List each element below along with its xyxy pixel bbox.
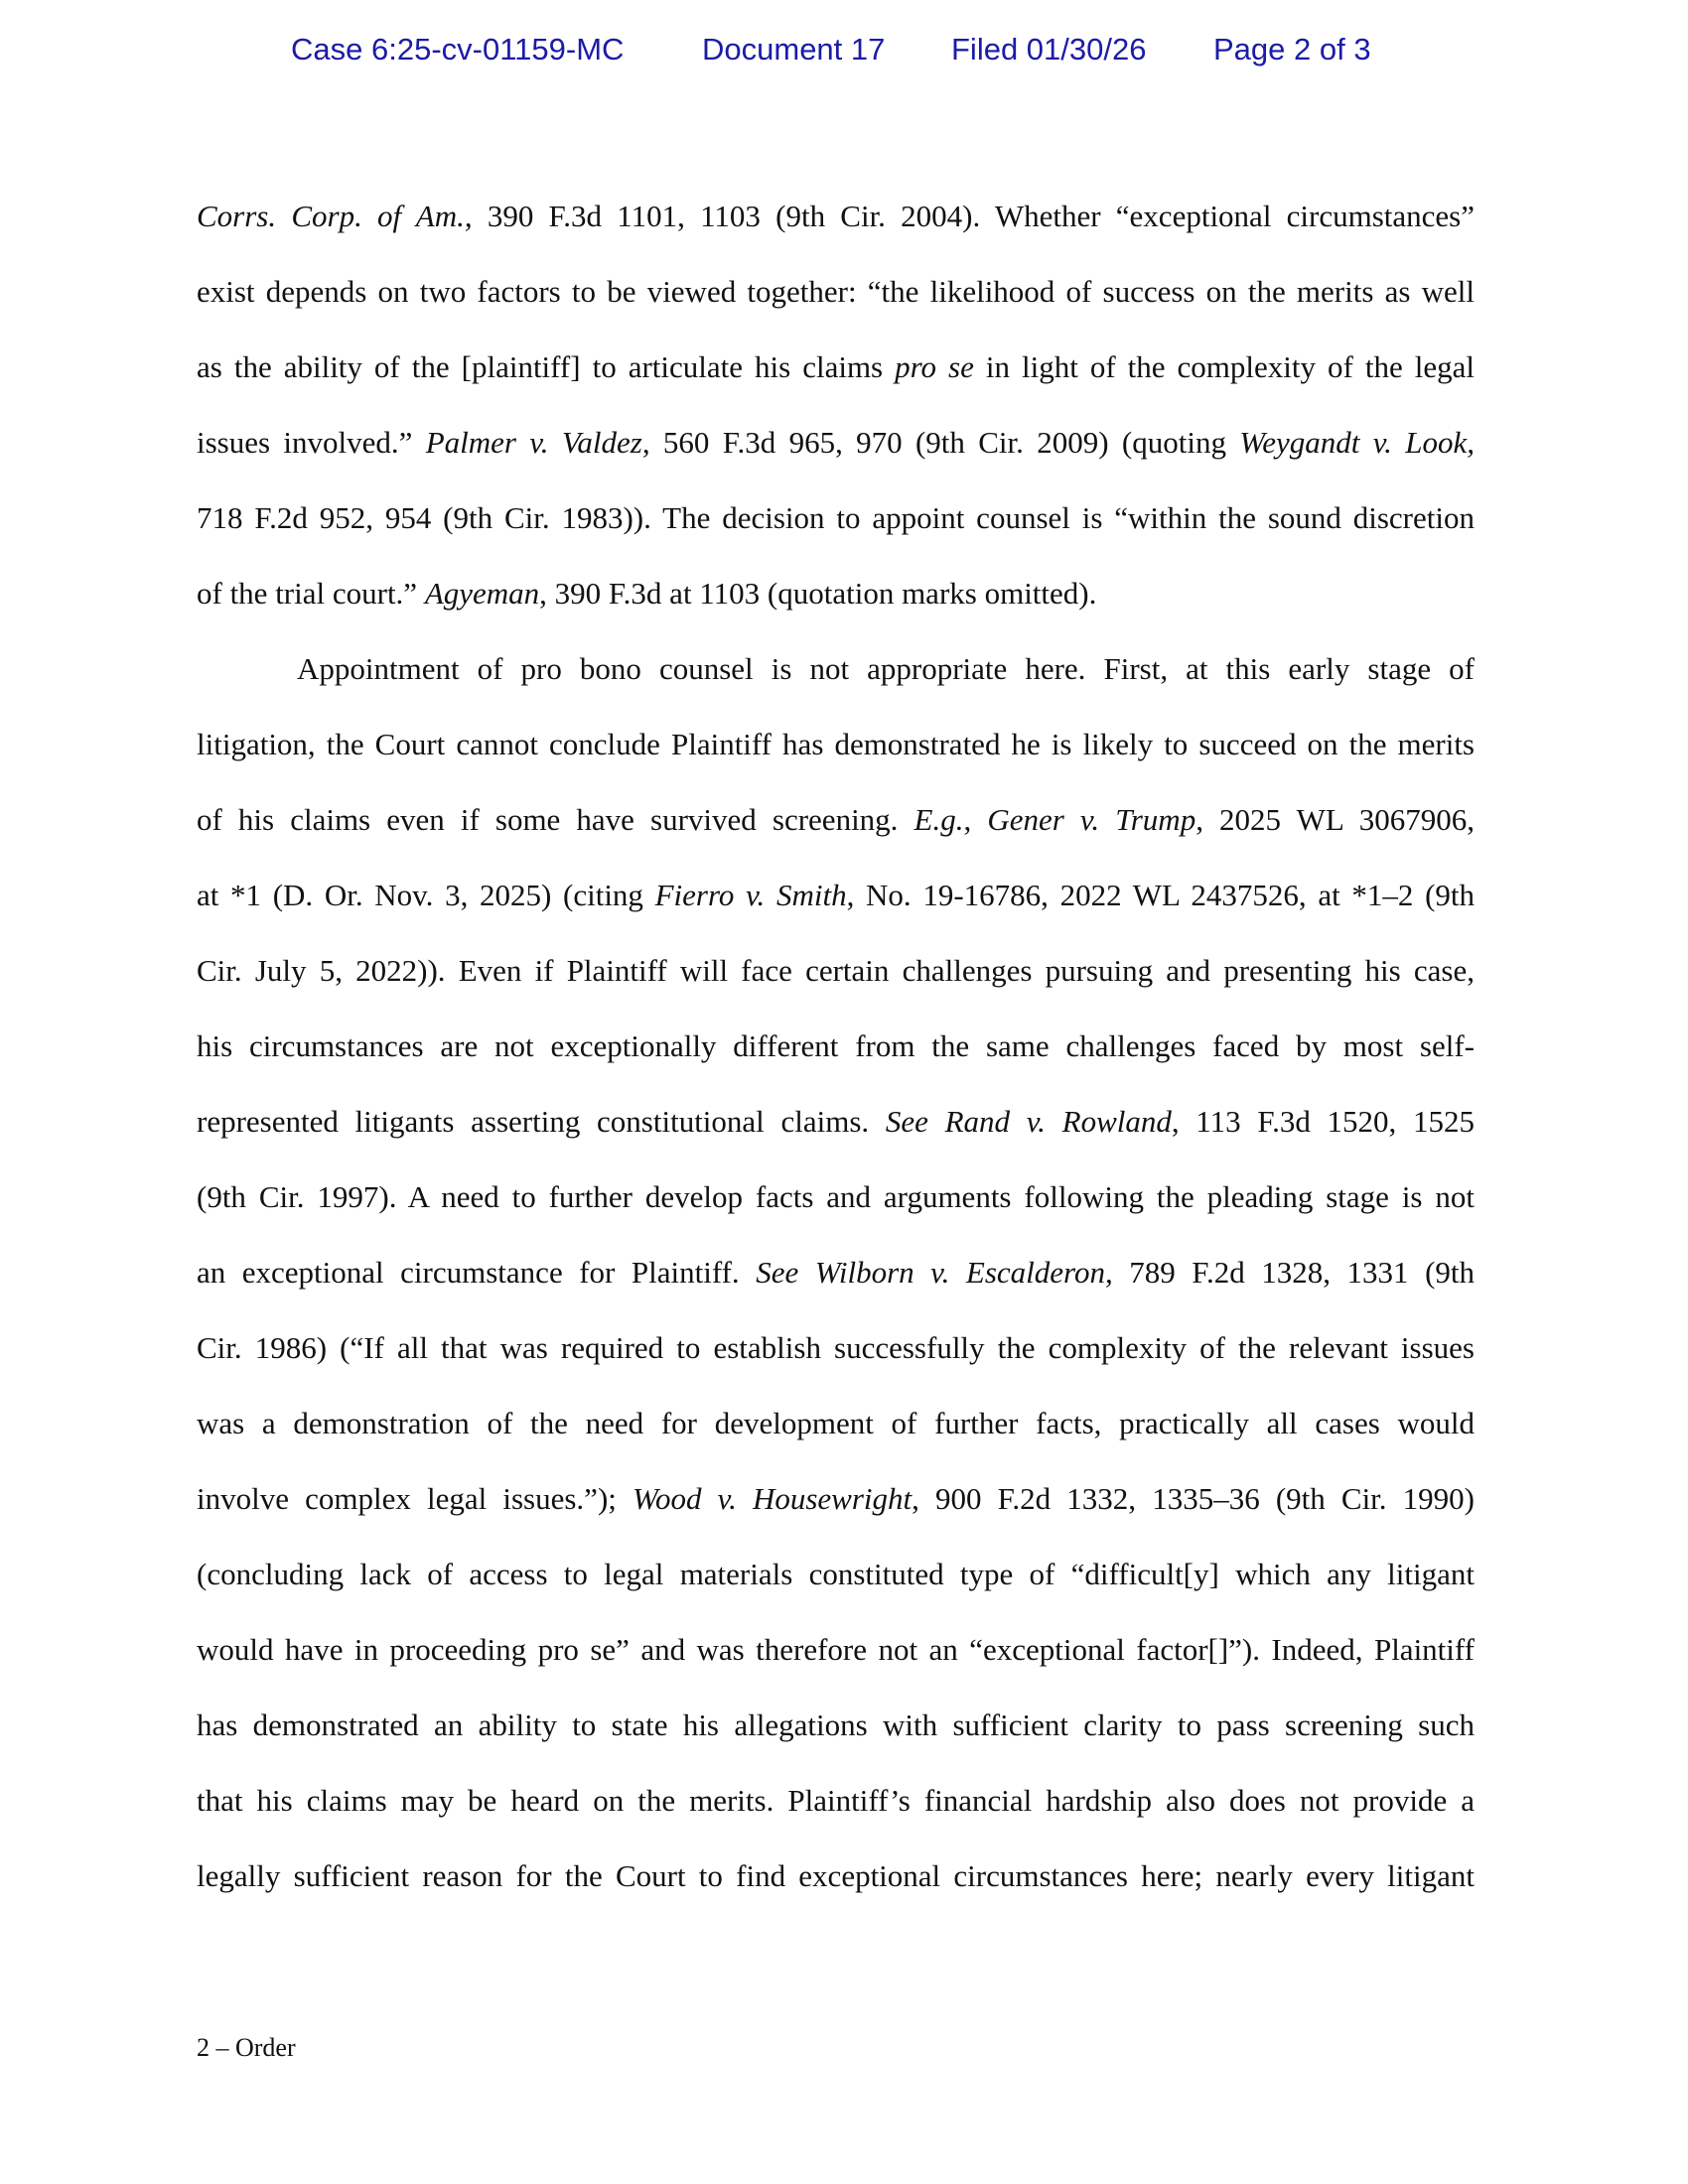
text-segment: exist depends on two factors to be viewed together: “the likelihood of success on the merits as well: [197, 274, 1475, 309]
citation-italic: pro se: [895, 349, 974, 384]
paragraph-1: [197, 179, 1475, 631]
text-line: [197, 480, 1475, 556]
citation-italic: Corrs. Corp. of Am.,: [197, 199, 473, 233]
text-line: [197, 1537, 1475, 1612]
text-segment: in light of the complexity of the legal: [973, 349, 1475, 384]
text-segment: was a demonstration of the need for development of further facts, practically all cases would: [197, 1406, 1475, 1440]
text-line: [197, 1160, 1475, 1235]
citation-italic: Fierro v. Smith: [654, 878, 847, 912]
text-line: [197, 254, 1475, 330]
filed-date: Filed 01/30/26: [951, 32, 1147, 67]
text-segment: at *1 (D. Or. Nov. 3, 2025) (citing: [197, 878, 655, 912]
citation-italic: See Wilborn v. Escalderon,: [756, 1255, 1113, 1290]
citation-italic: Gener v. Trump: [987, 802, 1196, 837]
text-segment: ,: [963, 802, 988, 837]
text-segment: would have in proceeding pro se” and was therefore not an “exceptional factor[]”). Indeed, Plaintiff: [197, 1632, 1475, 1667]
text-segment: involve complex legal issues.”);: [197, 1481, 633, 1516]
text-segment: litigation, the Court cannot conclude Plaintiff has demonstrated he is likely to succeed on the merits: [197, 727, 1475, 761]
text-line: [197, 1461, 1475, 1537]
text-line: [197, 1763, 1475, 1839]
text-line: [197, 1839, 1475, 1914]
text-line: [197, 858, 1475, 933]
text-segment: his circumstances are not exceptionally different from the same challenges faced by most self-: [197, 1028, 1475, 1063]
text-line: [197, 330, 1475, 405]
text-line: [197, 1235, 1475, 1310]
text-segment: an exceptional circumstance for Plaintiff.: [197, 1255, 757, 1290]
text-segment: as the ability of the [plaintiff] to articulate his claims: [197, 349, 896, 384]
text-line: [197, 1386, 1475, 1461]
text-segment: of the trial court.”: [197, 576, 425, 611]
text-segment: has demonstrated an ability to state his allegations with sufficient clarity to pass screening such: [197, 1707, 1475, 1742]
text-line: [197, 707, 1475, 782]
text-line: [197, 631, 1475, 707]
text-line: [197, 405, 1475, 480]
text-segment: , 390 F.3d at 1103 (quotation marks omitted).: [539, 576, 1097, 611]
case-number: Case 6:25-cv-01159-MC: [291, 32, 625, 67]
paragraph-2: [197, 631, 1475, 1914]
text-segment: (9th Cir. 1997). A need to further develop facts and arguments following the pleading stage is not: [197, 1179, 1475, 1214]
text-segment: , 2025 WL 3067906,: [1196, 802, 1475, 837]
document-body: [197, 179, 1475, 1914]
text-segment: legally sufficient reason for the Court to find exceptional circumstances here; nearly every litigant: [197, 1858, 1475, 1893]
text-line: [197, 1310, 1475, 1386]
document-number: Document 17: [702, 32, 886, 67]
page-footer: 2 – Order: [197, 2033, 296, 2062]
text-segment: issues involved.”: [197, 425, 426, 460]
text-segment: , 900 F.2d 1332, 1335–36 (9th Cir. 1990): [912, 1481, 1476, 1516]
citation-italic: See Rand v. Rowland: [885, 1104, 1172, 1139]
text-line: [197, 782, 1475, 858]
text-segment: Cir. 1986) (“If all that was required to establish successfully the complexity of the relevant issues: [197, 1330, 1475, 1365]
text-segment: , 560 F.3d 965, 970 (9th Cir. 2009) (quoting: [641, 425, 1240, 460]
text-line: [197, 1612, 1475, 1688]
text-segment: that his claims may be heard on the merits. Plaintiff’s financial hardship also does not provide a: [197, 1783, 1475, 1818]
text-segment: 789 F.2d 1328, 1331 (9th: [1112, 1255, 1475, 1290]
text-line: [197, 179, 1475, 254]
text-line: [197, 1009, 1475, 1084]
text-segment: , 113 F.3d 1520, 1525: [1171, 1104, 1476, 1139]
citation-italic: Palmer v. Valdez: [425, 425, 642, 460]
citation-italic: Weygandt v. Look,: [1239, 425, 1476, 460]
text-segment: 718 F.2d 952, 954 (9th Cir. 1983)). The decision to appoint counsel is “within the sound discretion: [197, 500, 1475, 535]
citation-italic: E.g.: [914, 802, 964, 837]
text-line: [197, 933, 1475, 1009]
text-segment: Cir. July 5, 2022)). Even if Plaintiff will face certain challenges pursuing and presenting his case,: [197, 953, 1475, 988]
text-line: [197, 1084, 1475, 1160]
text-segment: represented litigants asserting constitutional claims.: [197, 1104, 886, 1139]
text-segment: Appointment of pro bono counsel is not appropriate here. First, at this early stage of: [297, 651, 1475, 686]
text-segment: 390 F.3d 1101, 1103 (9th Cir. 2004). Whether “exceptional circumstances”: [472, 199, 1475, 233]
citation-italic: Agyeman: [424, 576, 540, 611]
text-segment: (concluding lack of access to legal materials constituted type of “difficult[y] which any litigant: [197, 1557, 1475, 1591]
text-segment: , No. 19-16786, 2022 WL 2437526, at *1–2 (9th: [846, 878, 1476, 912]
page-indicator: Page 2 of 3: [1213, 32, 1371, 67]
text-line: [197, 1688, 1475, 1763]
citation-italic: Wood v. Housewright: [633, 1481, 913, 1516]
text-segment: of his claims even if some have survived screening.: [197, 802, 914, 837]
text-line: [197, 556, 1475, 631]
